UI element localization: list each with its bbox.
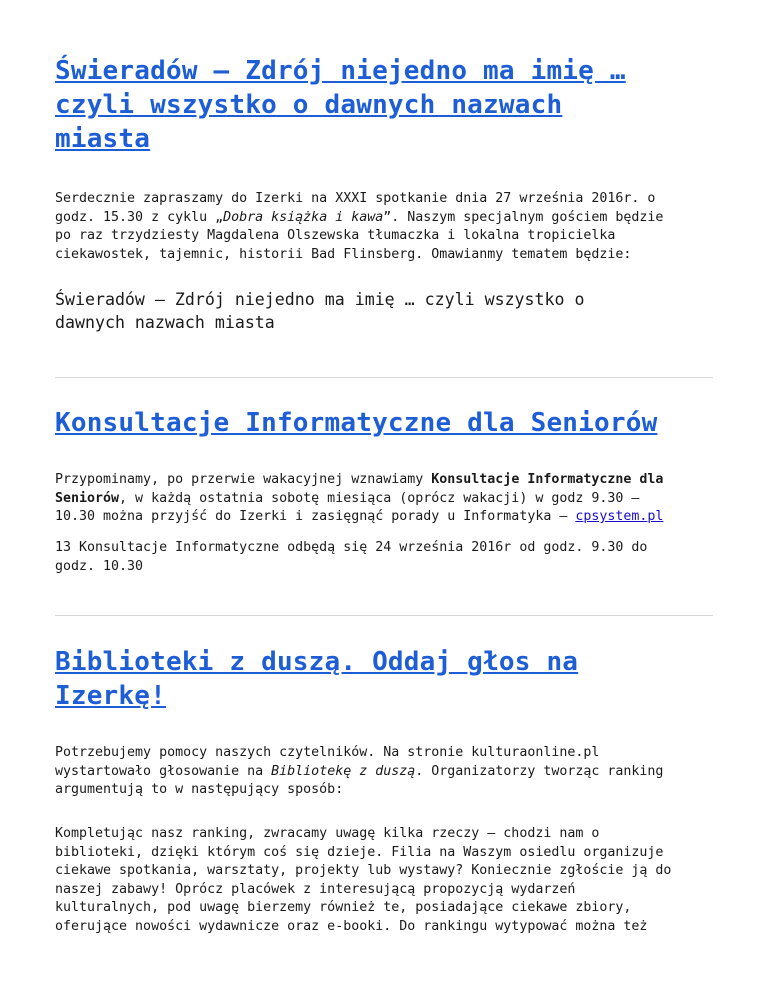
text-line: Potrzebujemy pomocy naszych czytelników. Na stronie kulturaonline.pl	[55, 745, 600, 760]
text-line: ciekawe spotkania, warsztaty, projekty lub wystawy? Koniecznie zgłoście ją do	[55, 863, 672, 878]
title-line: czyli wszystko o dawnych nazwach	[55, 90, 563, 120]
post-title-konsultacje	[55, 406, 718, 440]
text-line: 10.30 można przyjść do Izerki i zasięgnąć porady u Informatyka –	[55, 509, 576, 524]
post1-topic	[55, 288, 718, 334]
text-line: naszej zabawy! Oprócz placówek z interesującą propozycją wydarzeń	[55, 881, 576, 897]
title-line: Konsultacje Informatyczne dla Seniorów	[55, 408, 658, 438]
text-line: godz. 10.30	[55, 558, 144, 574]
post-title-swieradow	[55, 54, 718, 156]
text-line: biblioteki, dzięki którym coś się dzieje. Filia na Waszym osiedlu organizuje	[55, 844, 664, 860]
text-line: oferujące nowości wydawnicze oraz e-booki. Do rankingu wytypować można też	[55, 918, 648, 934]
text-line: wystartowało głosowanie na	[55, 763, 272, 779]
title-line: Izerkę!	[55, 681, 166, 711]
text-line: dawnych nazwach miasta	[55, 313, 275, 332]
text-line: po raz trzydziesty Magdalena Olszewska tłumaczka i lokalna tropicielka	[55, 228, 616, 243]
text-line: ”. Naszym specjalnym gościem będzie	[383, 209, 664, 225]
post2-paragraph	[55, 471, 718, 527]
text-line: godz. 15.30 z cyklu „	[55, 209, 224, 225]
post3-quote	[55, 825, 718, 936]
cpsystem-link[interactable]: cpsystem.pl	[575, 509, 664, 524]
italic-text: Dobra książka i kawa	[223, 209, 384, 225]
bold-text: Konsultacje Informatyczne dla	[431, 472, 664, 487]
text-line: , w każdą ostatnia sobotę miesiąca (oprócz wakacji) w godz 9.30 –	[119, 490, 640, 506]
italic-text: Bibliotekę z duszą	[271, 763, 416, 779]
post-title-link-konsultacje[interactable]	[55, 408, 657, 438]
post-divider	[55, 615, 713, 616]
text-line: Świeradów – Zdrój niejedno ma imię … czyli wszystko o	[55, 290, 585, 309]
title-line: miasta	[55, 124, 151, 154]
bold-text: Seniorów	[55, 490, 120, 506]
text-line: argumentują to w następujący sposób:	[55, 782, 344, 797]
text-line: Przypominamy, po przerwie wakacyjnej wznawiamy	[55, 472, 432, 487]
title-line: Świeradów – Zdrój niejedno ma imię …	[55, 56, 626, 86]
title-line: Biblioteki z duszą. Oddaj głos na	[55, 647, 579, 677]
text-line: Kompletując nasz ranking, zwracamy uwagę kilka rzeczy – chodzi nam o	[55, 826, 600, 841]
text-line: Serdecznie zapraszamy do Izerki na XXXI spotkanie dnia 27 września 2016r. o	[55, 191, 656, 206]
post1-paragraph	[55, 190, 718, 264]
post3-paragraph	[55, 744, 718, 800]
post2-paragraph-2	[55, 539, 718, 576]
text-line: ciekawostek, tajemnic, historii Bad Flinsberg. Omawianmy tematem będzie:	[55, 246, 632, 262]
post-title-biblioteki	[55, 645, 718, 713]
post-title-link-swieradow[interactable]	[55, 56, 626, 154]
post-divider	[55, 377, 713, 378]
text-line: kulturalnych, pod uwagę bierzemy również te, posiadające ciekawe zbiory,	[55, 900, 632, 915]
post-title-link-biblioteki[interactable]	[55, 647, 578, 711]
text-line: 13 Konsultacje Informatyczne odbędą się 24 września 2016r od godz. 9.30 do	[55, 540, 648, 555]
text-line: . Organizatorzy tworząc ranking	[415, 763, 664, 779]
